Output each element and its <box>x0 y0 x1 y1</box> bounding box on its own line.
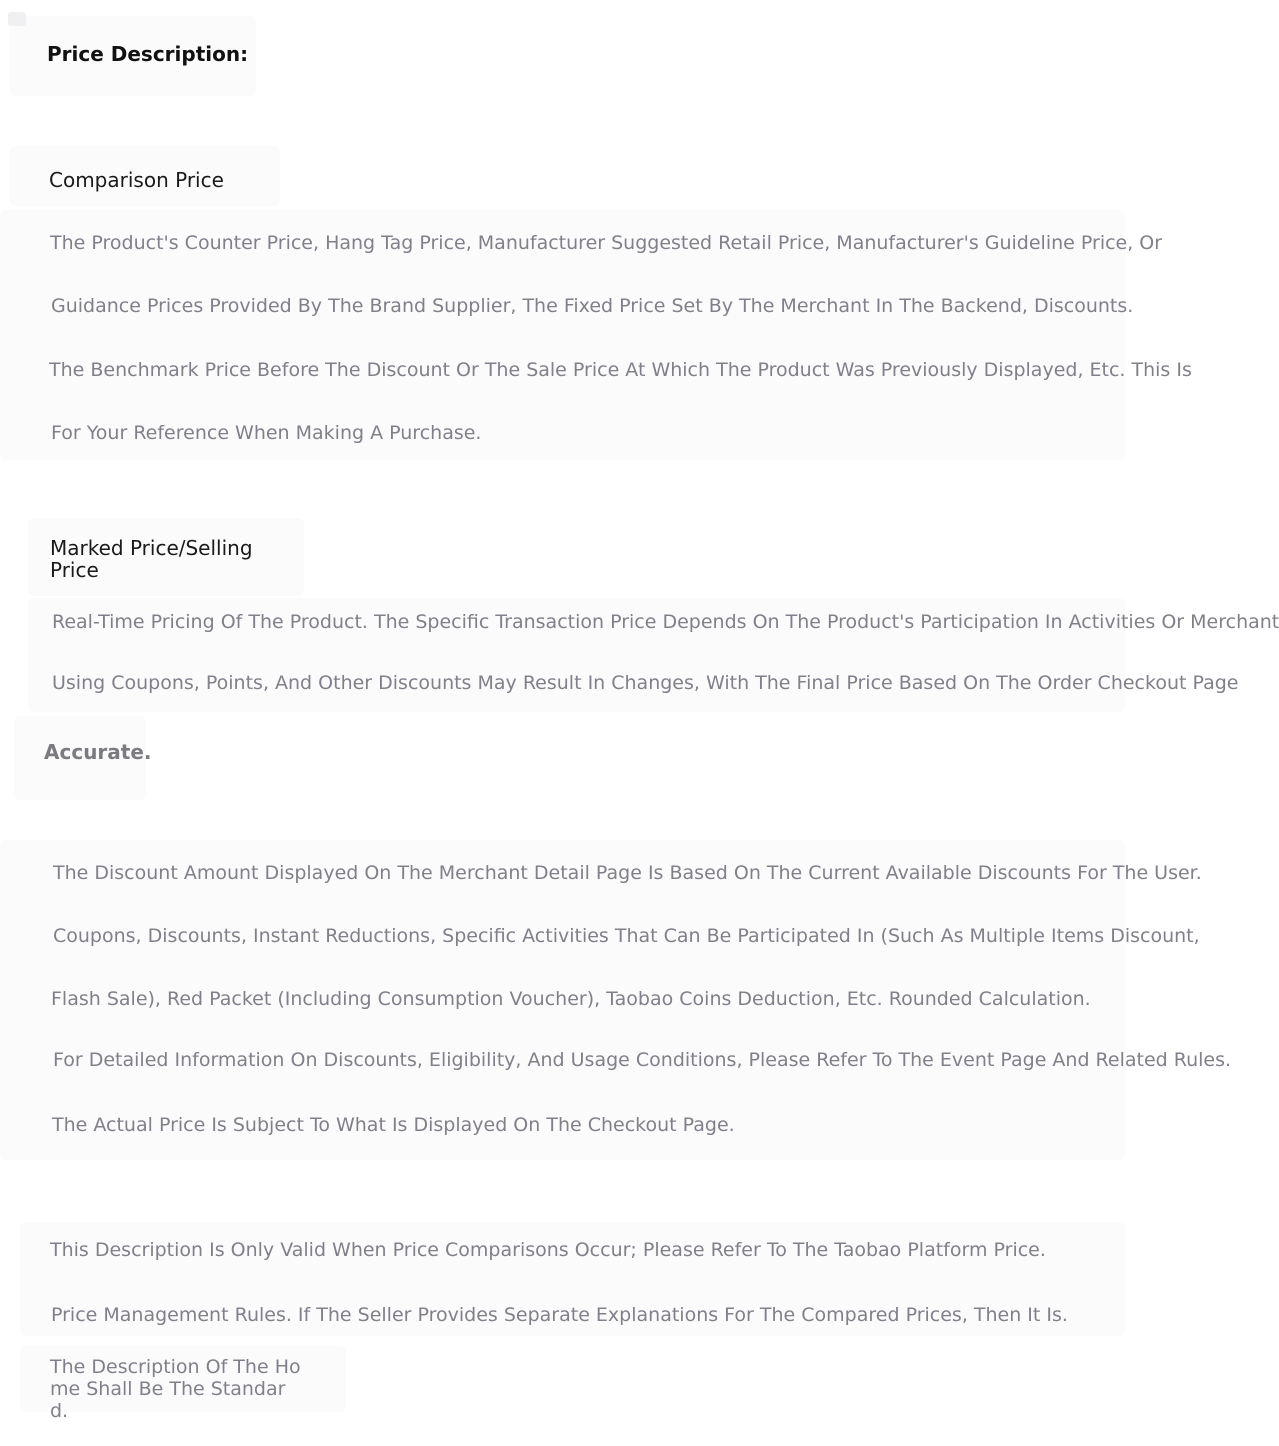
page-title: Price Description: <box>47 42 249 66</box>
comparison-line-1: The Product's Counter Price, Hang Tag Price, Manufacturer Suggested Retail Price, Manufacturer's Guideline Price, Or <box>50 232 1163 254</box>
discount-line-5: The Actual Price Is Subject To What Is Displayed On The Checkout Page. <box>52 1114 735 1136</box>
marked-line-1: Real-Time Pricing Of The Product. The Specific Transaction Price Depends On The Product's Participation In Activities Or Merchant <box>52 611 1279 633</box>
discount-line-1: The Discount Amount Displayed On The Merchant Detail Page Is Based On The Current Available Discounts For The User. <box>53 862 1202 884</box>
discount-line-4: For Detailed Information On Discounts, Eligibility, And Usage Conditions, Please Refer To The Event Page And Related Rules. <box>53 1049 1232 1071</box>
comparison-line-4: For Your Reference When Making A Purchase. <box>51 422 482 444</box>
comparison-line-3: The Benchmark Price Before The Discount Or The Sale Price At Which The Product Was Previously Displayed, Etc. This Is <box>49 359 1192 381</box>
footer-line-3: The Description Of The Home Shall Be The Standard. <box>50 1356 301 1422</box>
marked-line-2: Using Coupons, Points, And Other Discounts May Result In Changes, With The Final Price Based On The Order Checkout Page <box>52 672 1239 694</box>
marked-price-heading: Marked Price/Selling Price <box>50 536 253 582</box>
discount-line-2: Coupons, Discounts, Instant Reductions, Specific Activities That Can Be Participated In (Such As Multiple Items Discount, <box>53 925 1200 947</box>
corner-mark <box>8 12 26 26</box>
footer-line-1: This Description Is Only Valid When Price Comparisons Occur; Please Refer To The Taobao Platform Price. <box>50 1239 1046 1261</box>
footer-line-2: Price Management Rules. If The Seller Provides Separate Explanations For The Compared Prices, Then It Is. <box>51 1304 1068 1326</box>
accurate-note: Accurate. <box>44 740 152 764</box>
comparison-line-2: Guidance Prices Provided By The Brand Supplier, The Fixed Price Set By The Merchant In The Backend, Discounts. <box>51 295 1134 317</box>
comparison-price-heading: Comparison Price <box>49 168 224 192</box>
discount-line-3: Flash Sale), Red Packet (Including Consumption Voucher), Taobao Coins Deduction, Etc. Rounded Calculation. <box>51 988 1091 1010</box>
